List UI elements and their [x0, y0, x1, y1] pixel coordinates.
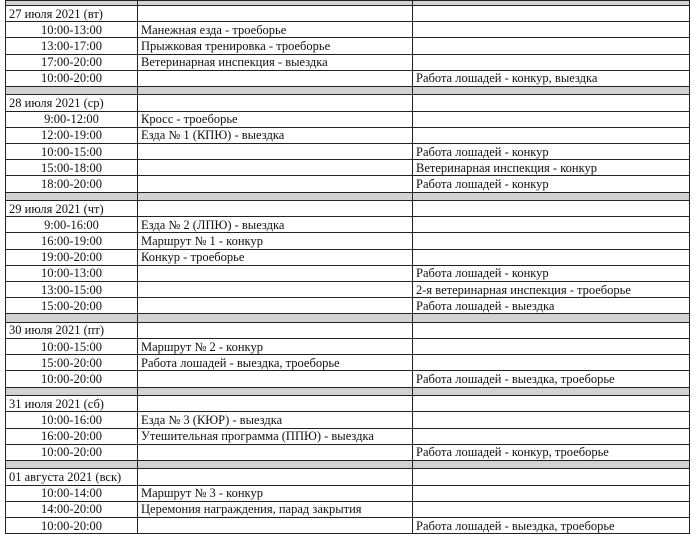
empty-cell [413, 469, 690, 485]
schedule-row [6, 70, 690, 86]
separator-cell [6, 460, 138, 469]
separator-row [6, 460, 690, 469]
event-cell [138, 70, 413, 86]
time-cell: 13:00-15:00 [6, 282, 138, 298]
event-cell [138, 282, 413, 298]
time-cell: 18:00-20:00 [6, 176, 138, 192]
time-cell: 17:00-20:00 [6, 54, 138, 70]
separator-row [6, 86, 690, 95]
time-cell: 10:00-20:00 [6, 517, 138, 533]
schedule-row [6, 444, 690, 460]
separator-cell [413, 86, 690, 95]
event-cell [138, 265, 413, 281]
day-date: 27 июля 2021 (вт) [6, 6, 138, 22]
schedule-row [6, 111, 690, 127]
empty-cell [138, 469, 413, 485]
training-cell: Работа лошадей - выездка [413, 298, 690, 314]
time-cell: 10:00-13:00 [6, 22, 138, 38]
schedule-table [5, 0, 690, 534]
separator-row [6, 387, 690, 396]
training-cell [413, 355, 690, 371]
time-cell: 10:00-14:00 [6, 485, 138, 501]
event-cell [138, 176, 413, 192]
day-date: 31 июля 2021 (сб) [6, 396, 138, 412]
training-cell [413, 501, 690, 517]
training-cell [413, 111, 690, 127]
day-date: 28 июля 2021 (ср) [6, 95, 138, 111]
time-cell: 9:00-16:00 [6, 217, 138, 233]
time-cell: 10:00-13:00 [6, 265, 138, 281]
training-cell: Ветеринарная инспекция - конкур [413, 160, 690, 176]
schedule-row [6, 517, 690, 533]
event-cell [138, 371, 413, 387]
day-header-row [6, 396, 690, 412]
event-cell: Прыжковая тренировка - троеборье [138, 38, 413, 54]
separator-cell [6, 192, 138, 201]
schedule-row [6, 160, 690, 176]
event-cell [138, 517, 413, 533]
time-cell: 10:00-15:00 [6, 144, 138, 160]
event-cell: Конкур - троеборье [138, 249, 413, 265]
empty-cell [413, 95, 690, 111]
schedule-row [6, 282, 690, 298]
event-cell: Манежная езда - троеборье [138, 22, 413, 38]
empty-cell [138, 201, 413, 217]
empty-cell [138, 322, 413, 338]
training-cell [413, 233, 690, 249]
event-cell: Маршрут № 3 - конкур [138, 485, 413, 501]
separator-cell [138, 192, 413, 201]
schedule-row [6, 176, 690, 192]
separator-row [6, 192, 690, 201]
schedule-body [6, 1, 690, 534]
day-header-row [6, 469, 690, 485]
training-cell [413, 412, 690, 428]
separator-cell [6, 387, 138, 396]
separator-cell [138, 314, 413, 323]
schedule-sheet [5, 0, 689, 534]
day-header-row [6, 6, 690, 22]
time-cell: 15:00-18:00 [6, 160, 138, 176]
time-cell: 14:00-20:00 [6, 501, 138, 517]
training-cell: 2-я ветеринарная инспекция - троеборье [413, 282, 690, 298]
day-date: 01 августа 2021 (вск) [6, 469, 138, 485]
event-cell: Кросс - троеборье [138, 111, 413, 127]
separator-cell [413, 314, 690, 323]
training-cell [413, 217, 690, 233]
training-cell [413, 249, 690, 265]
training-cell: Работа лошадей - конкур [413, 265, 690, 281]
schedule-row [6, 412, 690, 428]
schedule-row [6, 298, 690, 314]
event-cell: Утешительная программа (ППЮ) - выездка [138, 428, 413, 444]
schedule-row [6, 127, 690, 143]
event-cell: Езда № 2 (ЛПЮ) - выездка [138, 217, 413, 233]
training-cell: Работа лошадей - выездка, троеборье [413, 517, 690, 533]
separator-row [6, 314, 690, 323]
event-cell: Ветеринарная инспекция - выездка [138, 54, 413, 70]
time-cell: 15:00-20:00 [6, 298, 138, 314]
schedule-row [6, 265, 690, 281]
day-date: 30 июля 2021 (пт) [6, 322, 138, 338]
schedule-row [6, 249, 690, 265]
event-cell [138, 444, 413, 460]
empty-cell [138, 95, 413, 111]
event-cell: Работа лошадей - выездка, троеборье [138, 355, 413, 371]
schedule-row [6, 501, 690, 517]
schedule-row [6, 371, 690, 387]
event-cell: Маршрут № 1 - конкур [138, 233, 413, 249]
empty-cell [413, 201, 690, 217]
training-cell [413, 54, 690, 70]
empty-cell [138, 396, 413, 412]
training-cell [413, 38, 690, 54]
time-cell: 16:00-19:00 [6, 233, 138, 249]
schedule-row [6, 428, 690, 444]
separator-cell [6, 86, 138, 95]
training-cell [413, 22, 690, 38]
day-date: 29 июля 2021 (чт) [6, 201, 138, 217]
schedule-row [6, 54, 690, 70]
event-cell [138, 144, 413, 160]
schedule-row [6, 38, 690, 54]
time-cell: 13:00-17:00 [6, 38, 138, 54]
schedule-row [6, 144, 690, 160]
day-header-row [6, 95, 690, 111]
schedule-row [6, 339, 690, 355]
event-cell: Езда № 3 (КЮР) - выездка [138, 412, 413, 428]
empty-cell [413, 6, 690, 22]
schedule-row [6, 217, 690, 233]
separator-cell [413, 460, 690, 469]
event-cell: Маршрут № 2 - конкур [138, 339, 413, 355]
schedule-row [6, 355, 690, 371]
day-header-row [6, 201, 690, 217]
training-cell: Работа лошадей - конкур [413, 176, 690, 192]
event-cell [138, 298, 413, 314]
time-cell: 15:00-20:00 [6, 355, 138, 371]
training-cell [413, 428, 690, 444]
schedule-row [6, 233, 690, 249]
event-cell [138, 160, 413, 176]
separator-cell [413, 387, 690, 396]
empty-cell [413, 322, 690, 338]
training-cell [413, 485, 690, 501]
time-cell: 12:00-19:00 [6, 127, 138, 143]
time-cell: 10:00-15:00 [6, 339, 138, 355]
time-cell: 10:00-20:00 [6, 371, 138, 387]
event-cell: Езда № 1 (КПЮ) - выездка [138, 127, 413, 143]
training-cell [413, 339, 690, 355]
separator-cell [6, 314, 138, 323]
training-cell: Работа лошадей - конкур [413, 144, 690, 160]
separator-cell [138, 86, 413, 95]
day-header-row [6, 322, 690, 338]
empty-cell [138, 6, 413, 22]
training-cell [413, 127, 690, 143]
time-cell: 10:00-20:00 [6, 444, 138, 460]
separator-cell [413, 192, 690, 201]
training-cell: Работа лошадей - конкур, троеборье [413, 444, 690, 460]
separator-cell [138, 460, 413, 469]
time-cell: 10:00-16:00 [6, 412, 138, 428]
training-cell: Работа лошадей - конкур, выездка [413, 70, 690, 86]
event-cell: Церемония награждения, парад закрытия [138, 501, 413, 517]
training-cell: Работа лошадей - выездка, троеборье [413, 371, 690, 387]
schedule-row [6, 485, 690, 501]
time-cell: 9:00-12:00 [6, 111, 138, 127]
separator-cell [138, 387, 413, 396]
schedule-row [6, 22, 690, 38]
time-cell: 10:00-20:00 [6, 70, 138, 86]
empty-cell [413, 396, 690, 412]
time-cell: 19:00-20:00 [6, 249, 138, 265]
time-cell: 16:00-20:00 [6, 428, 138, 444]
